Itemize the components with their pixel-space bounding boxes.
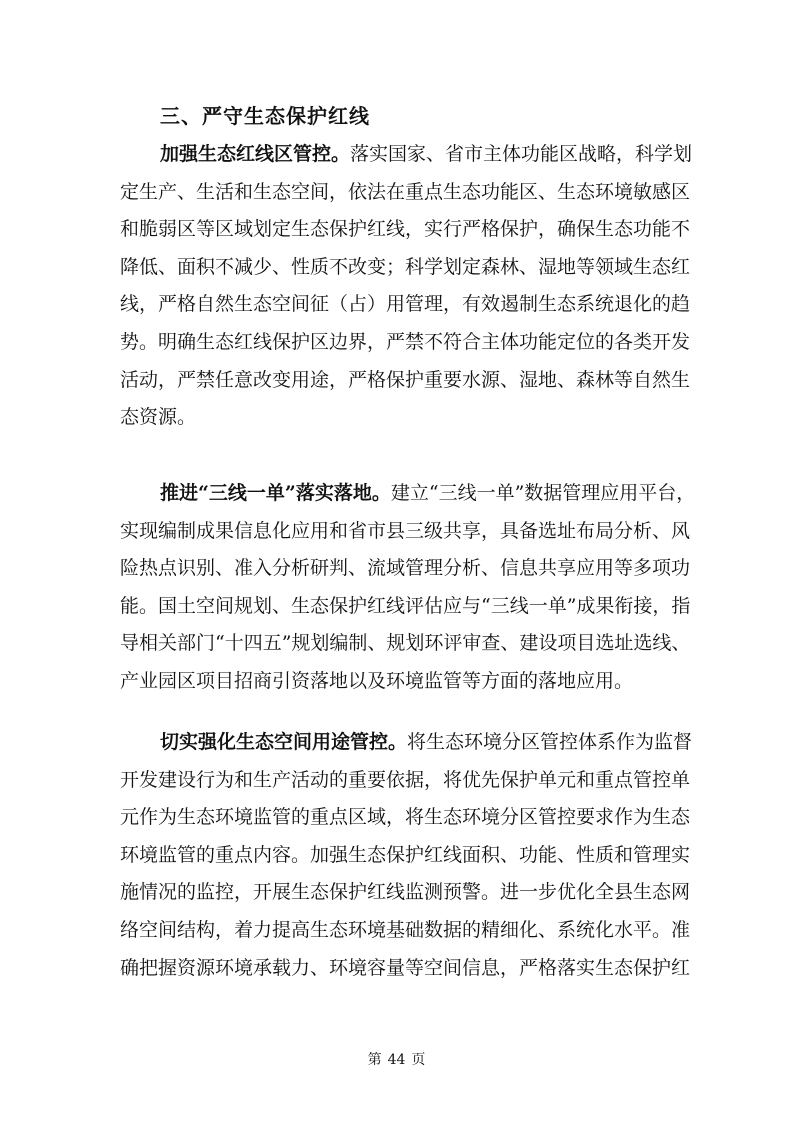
paragraph-ecological-redline-control	[120, 136, 692, 437]
paragraph-line: 开发建设行为和生产活动的重要依据，将优先保护单元和重点管控单	[120, 768, 691, 791]
paragraph-space-use-control	[120, 724, 692, 987]
paragraph-text: 落实国家、省市主体功能区战略，科学划	[350, 143, 693, 165]
paragraph-line: 定生产、生活和生态空间，依法在重点生态功能区、生态环境敏感区	[120, 180, 691, 203]
paragraph-line	[120, 136, 692, 174]
paragraph-line: 环境监管的重点内容。加强生态保护红线面积、功能、性质和管理实	[120, 843, 691, 866]
paragraph-line: 势。明确生态红线保护区边界，严禁不符合主体功能定位的各类开发	[120, 330, 691, 353]
paragraph-line: 导相关部门“十四五”规划编制、规划环评审查、建设项目选址选线、	[120, 632, 691, 655]
paragraph-lead: 加强生态红线区管控。	[160, 143, 351, 165]
paragraph-line: 线，严格自然生态空间征（占）用管理，有效遏制生态系统退化的趋	[120, 293, 691, 316]
paragraph-line: 络空间结构，着力提高生态环境基础数据的精细化、系统化水平。准	[120, 918, 691, 941]
paragraph-line: 态资源。	[120, 406, 197, 429]
paragraph-line: 和脆弱区等区域划定生态保护红线，实行严格保护，确保生态功能不	[120, 218, 691, 241]
paragraph-line: 能。国土空间规划、生态保护红线评估应与“三线一单”成果衔接，指	[120, 594, 691, 617]
paragraph-line	[120, 475, 695, 513]
paragraph-three-lines-one-list	[120, 475, 695, 701]
paragraph-line: 险热点识别、准入分析研判、流域管理分析、信息共享应用等多项功	[120, 557, 691, 580]
paragraph-text: 将生态环境分区管控体系作为监督	[407, 731, 693, 753]
paragraph-line: 活动，严禁任意改变用途，严格保护重要水源、湿地、森林等自然生	[120, 368, 691, 391]
page-number: 44	[387, 1052, 406, 1068]
paragraph-text: 建立“三线一单”数据管理应用平台，	[390, 482, 696, 504]
paragraph-lead: 推进“三线一单”落实落地。	[160, 482, 391, 504]
page-footer	[0, 1050, 793, 1070]
paragraph-line: 确把握资源环境承载力、环境容量等空间信息，严格落实生态保护红	[120, 956, 691, 979]
paragraph-lead: 切实强化生态空间用途管控。	[160, 731, 408, 753]
paragraph-line: 产业园区项目招商引资落地以及环境监管等方面的落地应用。	[120, 669, 634, 692]
paragraph-line	[120, 724, 692, 762]
section-heading: 三、严守生态保护红线	[160, 104, 370, 128]
paragraph-line: 降低、面积不减少、性质不改变；科学划定森林、湿地等领域生态红	[120, 255, 691, 278]
paragraph-line: 元作为生态环境监管的重点区域，将生态环境分区管控要求作为生态	[120, 806, 691, 829]
page-suffix: 页	[411, 1052, 426, 1068]
paragraph-line: 实现编制成果信息化应用和省市县三级共享，具备选址布局分析、风	[120, 519, 691, 542]
paragraph-line: 施情况的监控，开展生态保护红线监测预警。进一步优化全县生态网	[120, 881, 691, 904]
page-prefix: 第	[367, 1052, 382, 1068]
